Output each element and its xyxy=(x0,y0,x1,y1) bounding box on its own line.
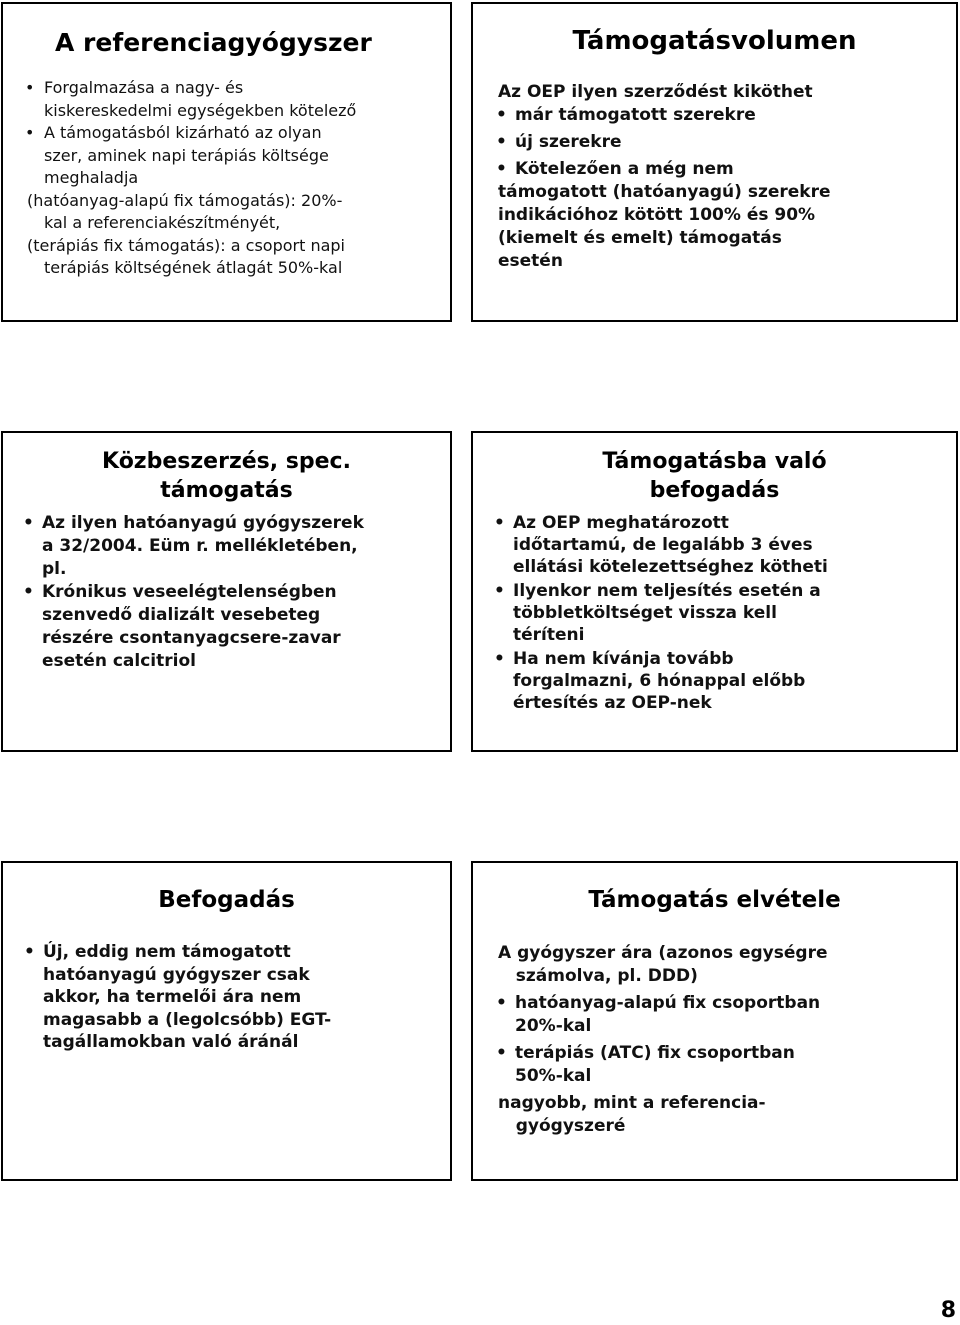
bullet-icon: • xyxy=(24,942,35,962)
bullet-icon: • xyxy=(496,993,507,1013)
slide-tamogatas-elvetele xyxy=(471,861,958,1181)
list-item: • A támogatásból kizárható az olyan szer, aminek napi terápiás költsége meghaladja xyxy=(25,123,329,187)
slide-title: Támogatásvolumen xyxy=(572,26,857,56)
slide-title: Befogadás xyxy=(158,887,295,913)
slide-kozbeszerzes xyxy=(1,431,452,752)
page-number: 8 xyxy=(940,1298,956,1323)
bullet-icon: • xyxy=(496,1043,507,1063)
bullet-icon: • xyxy=(494,649,505,669)
list-item: • Az OEP meghatározott időtartamú, de legalább 3 éves ellátási kötelezettséghez kötheti xyxy=(494,513,828,577)
slide-befogadas xyxy=(1,861,452,1181)
bullet-icon: • xyxy=(23,582,34,602)
slide-title: Támogatás elvétele xyxy=(588,887,841,913)
slide-body xyxy=(494,512,828,714)
slide-body xyxy=(25,77,357,280)
slide-body xyxy=(498,81,831,273)
bullet-icon: • xyxy=(25,123,35,142)
list-item: • Ilyenkor nem teljesítés esetén a többletköltséget vissza kell téríteni xyxy=(494,581,821,645)
bullet-icon: • xyxy=(496,105,507,125)
bullet-icon: • xyxy=(496,132,507,152)
bullet-icon: • xyxy=(496,159,507,179)
list-item: • terápiás (ATC) fix csoportban 50%-kal xyxy=(496,1043,795,1086)
bullet-icon: • xyxy=(494,513,505,533)
list-item: • új szerekre xyxy=(496,132,622,152)
slide-body xyxy=(498,942,828,1138)
list-item: Az OEP ilyen szerződést kiköthet xyxy=(498,82,813,102)
slide-title: Közbeszerzés, spec. támogatás xyxy=(102,449,351,503)
bullet-icon: • xyxy=(25,78,35,97)
slide-title: A referenciagyógyszer xyxy=(55,28,372,57)
list-item: nagyobb, mint a referencia- gyógyszeré xyxy=(498,1093,766,1136)
list-item: • Forgalmazása a nagy- és kiskereskedelmi egységekben kötelező xyxy=(25,78,357,120)
slide-referenciagyogyszer xyxy=(1,2,452,322)
list-item: A gyógyszer ára (azonos egységre számolva, pl. DDD) xyxy=(498,943,828,986)
slide-title: Támogatásba való befogadás xyxy=(602,449,827,503)
list-item: • Kötelezően a még nem támogatott (hatóanyagú) szerekre indikációhoz kötött 100% és 90% (kiemelt és emelt) támogatás esetén xyxy=(496,159,831,271)
slide-tamogatasvolumen xyxy=(471,2,958,322)
list-item: (terápiás fix támogatás): a csoport napi terápiás költségének átlagát 50%-kal xyxy=(27,235,345,277)
list-item: (hatóanyag-alapú fix támogatás): 20%- kal a referenciakészítményét, xyxy=(27,190,343,232)
list-item: • már támogatott szerekre xyxy=(496,105,756,125)
list-item: • hatóanyag-alapú fix csoportban 20%-kal xyxy=(496,993,821,1036)
list-item: • Az ilyen hatóanyagú gyógyszerek a 32/2004. Eüm r. mellékletében, pl. xyxy=(23,513,364,579)
slide-body xyxy=(23,512,364,673)
list-item: • Új, eddig nem támogatott hatóanyagú gyógyszer csak akkor, ha termelői ára nem magasabb a (legolcsóbb) EGT- tagállamokban való áránál xyxy=(24,942,332,1052)
list-item: • Krónikus veseelégtelenségben szenvedő dializált vesebeteg részére csontanyagcsere-zavar esetén calcitriol xyxy=(23,582,341,671)
bullet-icon: • xyxy=(23,513,34,533)
list-item: • Ha nem kívánja tovább forgalmazni, 6 hónappal előbb értesítés az OEP-nek xyxy=(494,649,806,713)
slide-tamogatasba-valo-befogadas xyxy=(471,431,958,752)
slide-body xyxy=(24,941,332,1054)
bullet-icon: • xyxy=(494,581,505,601)
